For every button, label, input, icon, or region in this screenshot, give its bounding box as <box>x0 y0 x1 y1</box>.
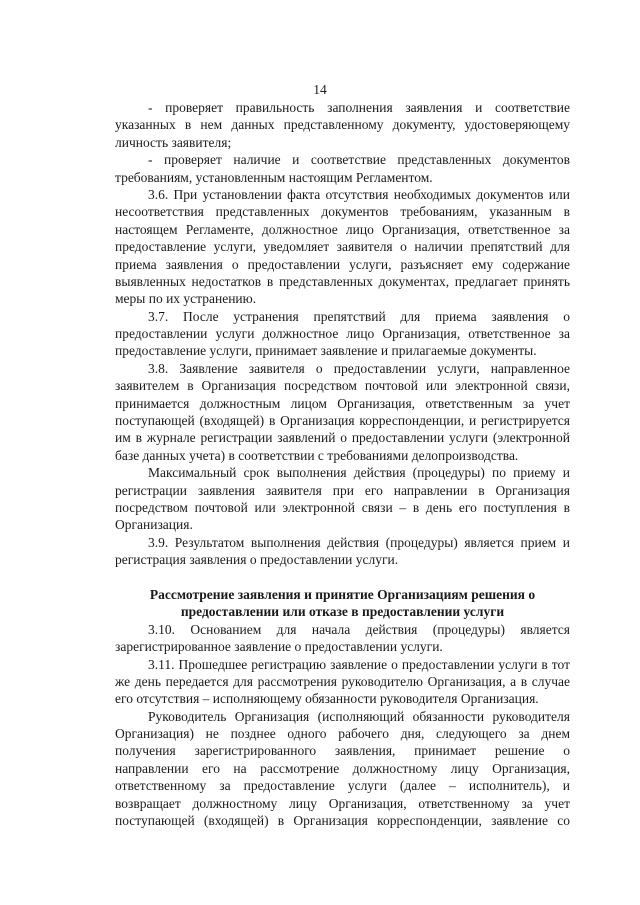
section-heading: Рассмотрение заявления и принятие Организациям решения о <box>149 586 536 602</box>
document-body <box>115 99 570 829</box>
text-line: Максимальный срок выполнения действия (процедуры) по приему и <box>148 465 570 481</box>
text-line: предоставление услуги, принимает заявление и прилагаемые документы. <box>115 343 537 359</box>
text-line: получения зарегистрированного заявления, принимает решение о <box>115 743 570 759</box>
text-line: регистрации заявления заявителя при его направлении в Организация <box>115 482 570 498</box>
text-line: несоответствия представленных документов требованиям, указанным в <box>115 204 570 220</box>
section-spacer <box>115 569 570 586</box>
text-line: Руководитель Организация (исполняющий обязанности руководителя <box>148 708 570 724</box>
text-line: - проверяет правильность заполнения заявления и соответствие <box>148 100 570 115</box>
text-line: меры по их устранению. <box>115 291 257 307</box>
text-line: им в журнале регистрации заявлений о предоставлении услуги (электронной <box>115 430 570 446</box>
text-line: - проверяет наличие и соответствие представленных документов <box>148 152 570 168</box>
page-number: 14 <box>313 82 327 97</box>
text-line: Организация) не позднее одного рабочего дня, следующего за днем <box>115 726 570 742</box>
text-line: заявителем в Организация посредством почтовой или электронной связи, <box>115 378 570 394</box>
text-line: поступающей (входящей) в Организация корреспонденции, и регистрируется <box>115 413 570 429</box>
text-line: выявленных недостатков в представленных документах, предлагает принять <box>115 273 570 289</box>
text-line: посредством почтовой или электронной связи – в день его поступления в <box>115 499 570 515</box>
text-line: 3.8. Заявление заявителя о предоставлении услуги, направленное <box>148 360 570 376</box>
text-line: ответственному за предоставление услуги (далее – исполнитель), и <box>115 778 570 794</box>
text-line: 3.10. Основанием для начала действия (процедуры) является <box>148 621 570 637</box>
text-line: 3.7. После устранения препятствий для приема заявления о <box>148 308 570 324</box>
text-line: предоставлении услуги должностное лицо Организация, ответственное за <box>115 326 570 342</box>
text-line: принимается должностным лицом Организация, ответственным за учет <box>115 395 570 411</box>
text-line: регистрация заявления о предоставлении услуги. <box>115 552 399 568</box>
text-line: 3.6. При установлении факта отсутствия необходимых документов или <box>148 186 570 202</box>
text-line: указанных в нем данных представленному документу, удостоверяющему <box>115 117 570 133</box>
text-line: 3.11. Прошедшее регистрацию заявление о предоставлении услуги в тот <box>148 656 570 672</box>
text-line: же день передается для рассмотрения руководителю Организация, а в случае <box>115 673 570 689</box>
text-line: требованиям, установленным настоящим Регламентом. <box>115 169 433 185</box>
text-line: Организация. <box>115 517 193 533</box>
text-line: направлении его на рассмотрение должностному лицу Организация, <box>115 760 570 776</box>
text-line: возвращает должностному лицу Организация, ответственному за учет <box>115 795 570 811</box>
text-line: 3.9. Результатом выполнения действия (процедуры) является прием и <box>148 534 570 550</box>
text-line: базе данных учета) в соответствии с требованиями делопроизводства. <box>115 447 519 463</box>
text-line: его отсутствия – исполняющему обязанности руководителя Организация. <box>115 691 539 707</box>
text-line: предоставление услуги, уведомляет заявителя о наличии препятствий для <box>115 239 570 255</box>
text-line: настоящем Регламенте, должностное лицо Организация, ответственное за <box>115 221 570 237</box>
text-line: личность заявителя; <box>115 134 232 150</box>
text-line: поступающей (входящей) в Организация корреспонденции, заявление со <box>115 813 570 829</box>
text-line: приема заявления о предоставлении услуги, разъясняет ему содержание <box>115 256 570 272</box>
text-line: зарегистрированное заявление о предоставлении услуги. <box>115 639 443 655</box>
section-heading: предоставлении или отказе в предоставлении услуги <box>180 604 505 620</box>
